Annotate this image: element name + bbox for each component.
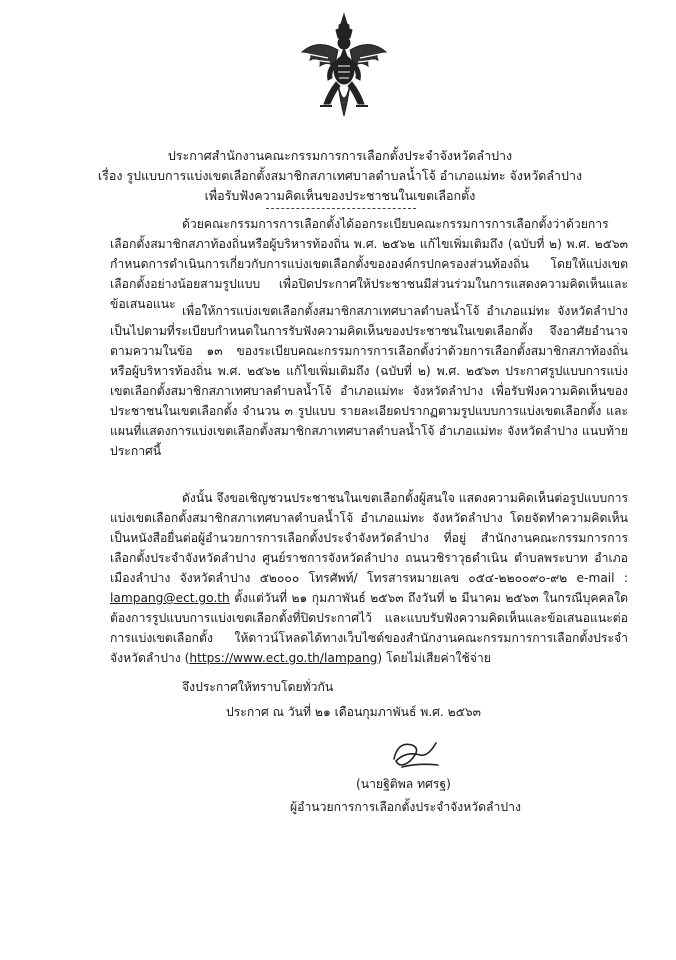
heading-divider bbox=[266, 208, 416, 209]
announcement-date: ประกาศ ณ วันที่ ๒๑ เดือนกุมภาพันธ์ พ.ศ. ๒๕๖๓ bbox=[226, 705, 481, 719]
paragraph-background: ด้วยคณะกรรมการการเลือกตั้งได้ออกระเบียบคณะกรรมการการเลือกตั้งว่าด้วยการเลือกตั้งสมาชิกสภาท้องถิ่นหรือผู้บริหารท้องถิ่น พ.ศ. ๒๕๖๒ แก้ไขเพิ่มเติมถึง (ฉบับที่ ๒) พ.ศ. ๒๕๖๓ กำหนดการดำเนินการเกี่ยวกับการแบ่งเขตเลือกตั้งขององค์กรปกครองส่วนท้องถิ่น โดยให้แบ่งเขตเลือกตั้งอย่างน้อยสามรูปแบบ เพื่อปิดประกาศให้ประชาชนมีส่วนร่วมในการแสดงความคิดเห็นและข้อเสนอแนะ bbox=[110, 217, 628, 311]
announcement-title: ประกาศสำนักงานคณะกรรมการการเลือกตั้งประจำจังหวัดลำปาง bbox=[167, 148, 513, 163]
website-link[interactable]: https://www.ect.go.th/lampang bbox=[189, 651, 378, 665]
signer-title: ผู้อำนวยการการเลือกตั้งประจำจังหวัดลำปาง bbox=[290, 800, 521, 814]
closing-statement: จึงประกาศให้ทราบโดยทั่วกัน bbox=[182, 680, 334, 694]
email-link[interactable]: lampang@ect.go.th bbox=[110, 591, 230, 605]
garuda-emblem-icon bbox=[298, 12, 390, 120]
invitation-text-part1: ดังนั้น จึงขอเชิญชวนประชาชนในเขตเลือกตั้งผู้สนใจ แสดงความคิดเห็นต่อรูปแบบการแบ่งเขตเลือกตั้งสมาชิกสภาเทศบาลตำบลน้ำโจ้ อำเภอแม่ทะ จังหวัดลำปาง โดยจัดทำความคิดเห็นเป็นหนังสือยื่นต่อผู้อำนวยการการเลือกตั้งประจำจังหวัดลำปาง ที่อยู่ สำนักงานคณะกรรมการการเลือกตั้งประจำจังหวัดลำปาง ศูนย์ราชการจังหวัดลำปาง ถนนวชิราวุธดำเนิน ตำบลพระบาท อำเภอเมืองลำปาง จังหวัดลำปาง ๕๒๐๐๐ โทรศัพท์/ โทรสารหมายเลข ๐๕๔-๒๒๐๐๙๐-๙๒ e-mail : bbox=[110, 491, 628, 585]
handwritten-signature-icon bbox=[388, 733, 442, 773]
signer-name: (นายฐิติพล ทศรฐ) bbox=[356, 777, 451, 791]
invitation-text-part2: ตั้งแต่วันที่ ๒๑ กุมภาพันธ์ ๒๕๖๓ ถึงวันที่ ๒ มีนาคม ๒๕๖๓ ในกรณีบุคคลใดต้องการรูปแบบการแบ่งเขตเลือกตั้งที่ปิดประกาศไว้ และแบบรับฟังความคิดเห็นและข้อเสนอแนะต่อการแบ่งเขตเลือกตั้ง ให้ดาวน์โหลดได้ทางเว็บไซต์ของสำนักงานคณะกรรมการการเลือกตั้งประจำจังหวัดลำปาง ( bbox=[110, 591, 628, 665]
invitation-text-part3: ) โดยไม่เสียค่าใช้จ่าย bbox=[377, 651, 491, 665]
paragraph-invitation bbox=[110, 488, 628, 668]
announcement-purpose: เพื่อรับฟังความคิดเห็นของประชาชนในเขตเลือกตั้ง bbox=[204, 188, 476, 203]
announcement-subject: เรื่อง รูปแบบการแบ่งเขตเลือกตั้งสมาชิกสภาเทศบาลตำบลน้ำโจ้ อำเภอแม่ทะ จังหวัดลำปาง bbox=[97, 168, 583, 183]
paragraph-announcement: เพื่อให้การแบ่งเขตเลือกตั้งสมาชิกสภาเทศบาลตำบลน้ำโจ้ อำเภอแม่ทะ จังหวัดลำปาง เป็นไปตามที่ระเบียบกำหนดในการรับฟังความคิดเห็นของประชาชนในเขตเลือกตั้ง จึงอาศัยอำนาจตามความในข้อ ๑๓ ของระเบียบคณะกรรมการการเลือกตั้งว่าด้วยการเลือกตั้งสมาชิกสภาท้องถิ่นหรือผู้บริหารท้องถิ่น พ.ศ. ๒๕๖๒ แก้ไขเพิ่มเติมถึง (ฉบับที่ ๒) พ.ศ. ๒๕๖๓ ประกาศรูปแบบการแบ่งเขตเลือกตั้งสมาชิกสภาเทศบาลตำบลน้ำโจ้ อำเภอแม่ทะ จังหวัดลำปาง เพื่อรับฟังความคิดเห็นของประชาชนในเขตเลือกตั้ง จำนวน ๓ รูปแบบ รายละเอียดปรากฏตามรูปแบบการแบ่งเขตเลือกตั้ง และแผนที่แสดงการแบ่งเขตเลือกตั้งสมาชิกสภาเทศบาลตำบลน้ำโจ้ อำเภอแม่ทะ จังหวัดลำปาง แนบท้ายประกาศนี้ bbox=[110, 304, 628, 458]
